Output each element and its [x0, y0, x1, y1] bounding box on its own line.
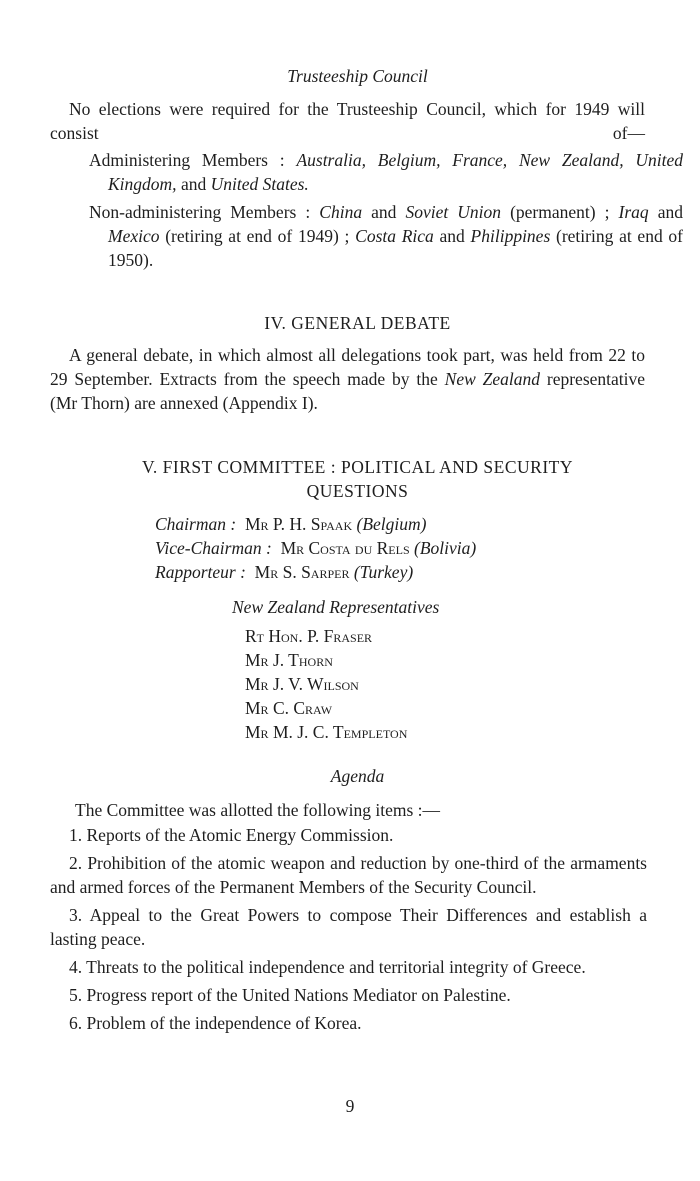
officer-chairman: Chairman : Mr P. H. Spaak (Belgium) — [155, 514, 427, 534]
officer-vice-chairman: Vice-Chairman : Mr Costa du Rels (Bolivia) — [155, 538, 477, 558]
representative: Mr M. J. C. Templeton — [245, 722, 408, 742]
page-number: 9 — [345, 1096, 355, 1116]
trusteeship-intro: No elections were required for the Trusteeship Council, which for 1949 will consist of— — [50, 99, 645, 143]
agenda-item: 3. Appeal to the Great Powers to compose Their Differences and establish a lasting peace. — [50, 905, 647, 949]
agenda-item: 6. Problem of the independence of Korea. — [69, 1013, 362, 1033]
agenda-item: 4. Threats to the political independence and territorial integrity of Greece. — [69, 957, 586, 977]
agenda-item: 5. Progress report of the United Nations Mediator on Palestine. — [69, 985, 511, 1005]
administering-members: Administering Members : Australia, Belgium, France, New Zealand, United Kingdom, and United States. — [89, 150, 684, 194]
non-administering-members: Non-administering Members : China and Soviet Union (permanent) ; Iraq and Mexico (retiring at end of 1949) ; Costa Rica and Philippines (retiring at end of 1950). — [89, 202, 684, 270]
section-heading-general-debate: IV. GENERAL DEBATE — [264, 313, 451, 333]
agenda-item: 2. Prohibition of the atomic weapon and reduction by one-third of the armaments and armed forces of the Permanent Members of the Security Council. — [50, 853, 647, 897]
representative: Mr J. Thorn — [245, 650, 333, 670]
committee-officers — [155, 512, 595, 584]
agenda-intro: The Committee was allotted the following items :— — [75, 800, 441, 820]
representative: Mr C. Craw — [245, 698, 333, 718]
section-heading-agenda: Agenda — [330, 766, 385, 786]
officer-rapporteur: Rapporteur : Mr S. Sarper (Turkey) — [155, 562, 414, 582]
section-heading-first-committee: V. FIRST COMMITTEE : POLITICAL AND SECURITY QUESTIONS — [142, 457, 573, 501]
agenda-item: 1. Reports of the Atomic Energy Commission. — [69, 825, 394, 845]
nz-representatives-list — [245, 624, 545, 744]
nz-representatives-heading: New Zealand Representatives — [232, 597, 440, 617]
general-debate-paragraph: A general debate, in which almost all delegations took part, was held from 22 to 29 September. Extracts from the speech made by the New Zealand representative (Mr Thorn) are annexed (Appendix I). — [50, 345, 646, 413]
representative: Mr J. V. Wilson — [245, 674, 359, 694]
agenda-list — [50, 823, 647, 1035]
representative: Rt Hon. P. Fraser — [245, 626, 373, 646]
section-heading-trusteeship: Trusteeship Council — [287, 66, 428, 86]
